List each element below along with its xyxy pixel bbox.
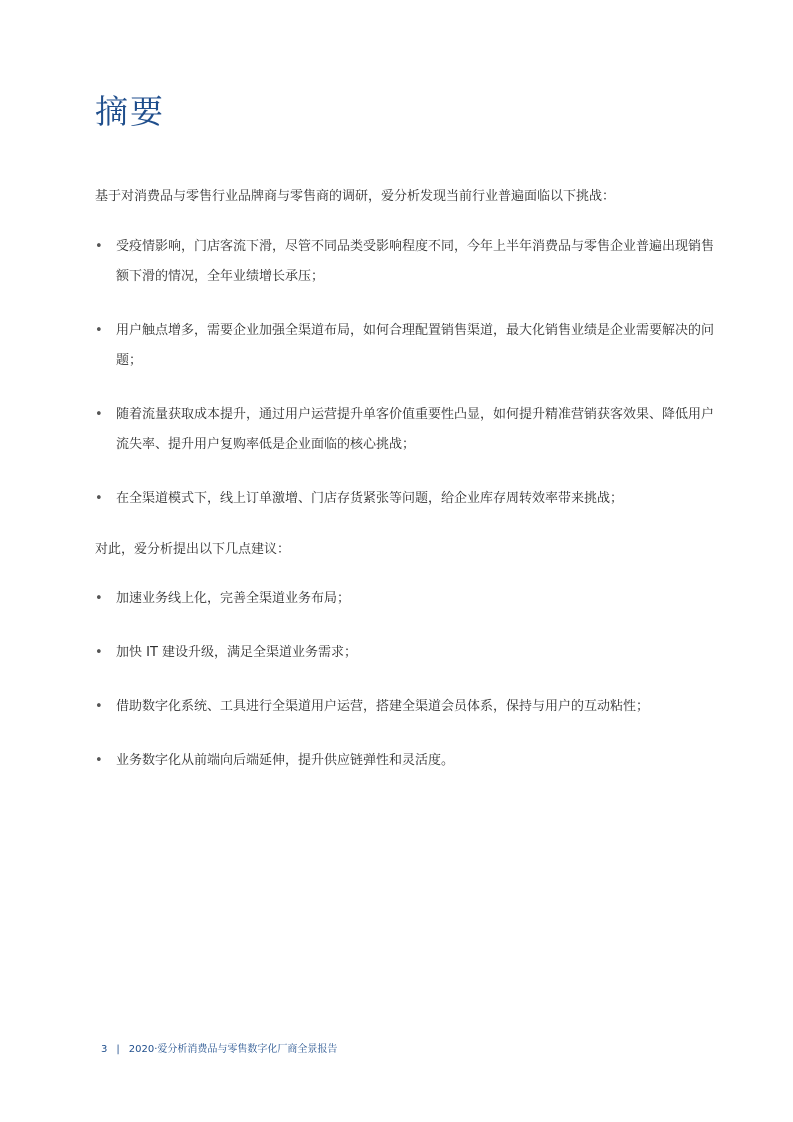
bullet-icon: • [95,591,103,606]
intro-paragraph: 基于对消费品与零售行业品牌商与零售商的调研，爱分析发现当前行业普遍面临以下挑战： [95,189,616,204]
bullet-icon: • [95,753,103,768]
advice-text: 业务数字化从前端向后端延伸，提升供应链弹性和灵活度。 [116,753,455,768]
advice-text: 加速业务线上化，完善全渠道业务布局； [116,591,351,606]
page-title: 摘要 [95,92,165,131]
bullet-icon: • [95,491,103,506]
bullet-icon: • [95,699,103,714]
challenge-text: 随着流量获取成本提升，通过用户运营提升单客价值重要性凸显，如何提升精准营销获客效果、降低用户流失率、提升用户复购率低是企业面临的核心挑战； [116,407,715,452]
list-item [95,584,715,614]
bullet-icon: • [95,645,103,660]
bullet-icon: • [95,407,103,422]
list-item [95,692,715,722]
list-item [95,232,715,292]
advice-intro-paragraph: 对此，爱分析提出以下几点建议： [95,542,291,557]
challenge-text: 用户触点增多，需要企业加强全渠道布局，如何合理配置销售渠道，最大化销售业绩是企业需要解决的问题； [116,323,715,368]
advice-text: 加快 IT 建设升级，满足全渠道业务需求； [116,645,358,660]
page-number: 3 [101,1044,108,1055]
footer-separator: | [116,1044,120,1055]
challenges-list [95,232,715,514]
challenge-text: 在全渠道模式下，线上订单激增、门店存货紧张等问题，给企业库存周转效率带来挑战； [116,491,624,506]
advice-list [95,584,715,776]
bullet-icon: • [95,323,103,338]
footer-report-title: 2020·爱分析消费品与零售数字化厂商全景报告 [128,1044,338,1055]
challenge-text: 受疫情影响，门店客流下滑，尽管不同品类受影响程度不同，今年上半年消费品与零售企业普遍出现销售额下滑的情况，全年业绩增长承压； [116,239,715,284]
advice-text: 借助数字化系统、工具进行全渠道用户运营，搭建全渠道会员体系，保持与用户的互动粘性； [116,699,650,714]
list-item [95,746,715,776]
list-item [95,484,715,514]
list-item [95,400,715,460]
bullet-icon: • [95,239,103,254]
page-footer [101,1043,337,1057]
list-item [95,638,715,668]
list-item [95,316,715,376]
